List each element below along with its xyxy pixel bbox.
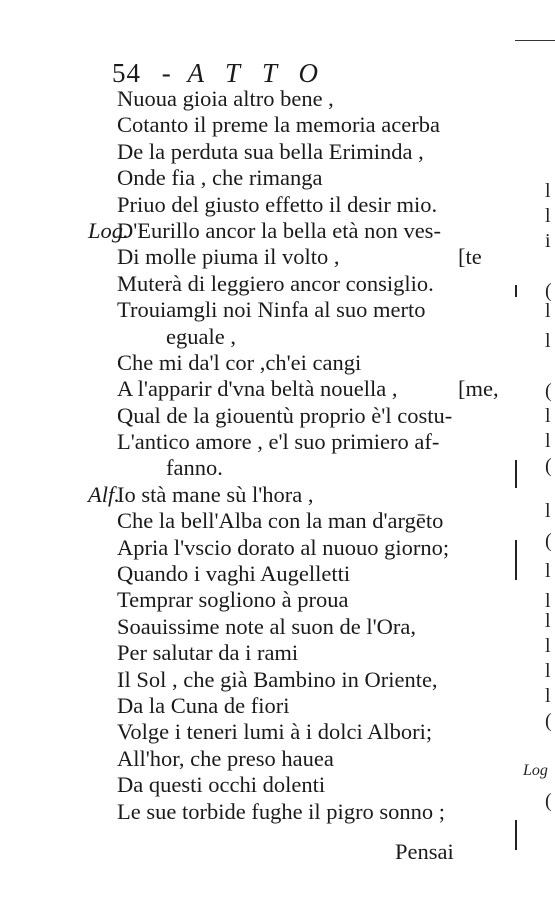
verse-line (0, 561, 500, 587)
running-title: ATTO (187, 58, 341, 88)
facing-page-letter: l (545, 660, 551, 682)
verse-text: Che mi da'l cor ,ch'ei cangi (117, 349, 362, 375)
verse-block (0, 86, 500, 825)
facing-page-letter: l (545, 300, 551, 322)
verse-text: Io stà mane sù l'hora , (117, 481, 314, 507)
verse-text: Da la Cuna de fiori (117, 692, 290, 718)
verse-line (0, 403, 500, 429)
verse-line (0, 297, 500, 323)
facing-page-letter: l (545, 205, 551, 227)
verse-line (0, 350, 500, 376)
facing-page-mark (515, 820, 517, 850)
facing-page-letter: l (545, 405, 551, 427)
verse-line (0, 244, 500, 270)
facing-page-letter: l (545, 430, 551, 452)
verse-line (0, 324, 500, 350)
verse-text: Onde fia , che rimanga (117, 165, 323, 191)
verse-text: De la perduta sua bella Eriminda , (117, 138, 424, 164)
verse-turnover: [te (458, 244, 482, 270)
verse-line (0, 508, 500, 534)
verse-line (0, 772, 500, 798)
facing-page-letter: ( (545, 280, 552, 302)
running-header (112, 58, 340, 89)
verse-text: Muterà di leggiero ancor consiglio. (117, 270, 434, 296)
verse-text: Da questi occhi dolenti (117, 772, 326, 798)
verse-line (0, 535, 500, 561)
verse-text: Nuoua gioia altro bene , (117, 86, 334, 111)
verse-text: Apria l'vscio dorato al nuouo giorno; (117, 534, 450, 560)
facing-page-letter: l (545, 180, 551, 202)
facing-page-letter: l (545, 685, 551, 707)
verse-text: Volge i teneri lumi à i dolci Albori; (117, 719, 433, 745)
verse-text: eguale , (166, 323, 236, 349)
facing-page-letter: l (545, 560, 551, 582)
facing-page-letter: ( (545, 455, 552, 477)
facing-page-letter: l (545, 330, 551, 352)
facing-page-letter: l (545, 635, 551, 657)
verse-line (0, 799, 500, 825)
verse-line (0, 482, 500, 508)
verse-line (0, 614, 500, 640)
verse-text: Soauissime note al suon de l'Ora, (117, 613, 417, 639)
verse-text: Trouiamgli noi Ninfa al suo merto (117, 297, 426, 323)
verse-text: Il Sol , che già Bambino in Oriente, (117, 666, 438, 692)
verse-line (0, 218, 500, 244)
verse-text: fanno. (166, 455, 223, 481)
verse-text: Temprar sogliono à proua (117, 587, 349, 613)
verse-text: All'hor, che preso hauea (117, 745, 334, 771)
page-number: 54 (112, 58, 141, 88)
facing-page-letter: l (545, 590, 551, 612)
facing-page-letter: ( (545, 790, 552, 812)
verse-text: Qual de la giouentù proprio è'l costu- (117, 402, 453, 428)
facing-page-speaker: Log (523, 762, 548, 779)
verse-text: Quando i vaghi Augelletti (117, 561, 351, 587)
verse-line (0, 719, 500, 745)
verse-line (0, 112, 500, 138)
catchword: Pensai (395, 839, 454, 864)
verse-line (0, 376, 500, 402)
verse-line (0, 455, 500, 481)
verse-line (0, 640, 500, 666)
facing-page-letter: ( (545, 380, 552, 402)
facing-page-mark (515, 285, 517, 297)
verse-text: Che la bell'Alba con la man d'argēto (117, 508, 444, 534)
verse-text: L'antico amore , e'l suo primiero af- (117, 429, 440, 455)
verse-line (0, 587, 500, 613)
facing-page-rule (515, 40, 555, 41)
verse-line (0, 86, 500, 112)
header-separator: - (161, 58, 172, 88)
verse-line (0, 139, 500, 165)
verse-line (0, 746, 500, 772)
facing-page-letter: i (545, 230, 551, 252)
speaker-label: Alf. (88, 481, 120, 507)
facing-page-letter: ( (545, 530, 552, 552)
verse-text: Per salutar da i rami (117, 640, 299, 666)
verse-line (0, 165, 500, 191)
verse-line (0, 667, 500, 693)
speaker-label: Log. (88, 217, 129, 243)
verse-text: Priuo del giusto effetto il desir mio. (117, 191, 438, 217)
facing-page-letter: l (545, 500, 551, 522)
facing-page-letter: ( (545, 710, 552, 732)
facing-page-edge (515, 0, 555, 900)
verse-line (0, 693, 500, 719)
facing-page-letter: l (545, 610, 551, 632)
verse-text: Le sue torbide fughe il pigro sonno ; (117, 798, 446, 824)
verse-text: Di molle piuma il volto , (117, 244, 340, 270)
verse-text: D'Eurillo ancor la bella età non ves- (117, 217, 441, 243)
verse-line (0, 192, 500, 218)
verse-line (0, 271, 500, 297)
facing-page-mark (515, 460, 517, 488)
verse-text: A l'apparir d'vna beltà nouella , (117, 376, 398, 402)
verse-turnover: [me, (458, 376, 499, 402)
facing-page-mark (515, 540, 517, 580)
verse-line (0, 429, 500, 455)
verse-text: Cotanto il preme la memoria acerba (117, 112, 440, 138)
